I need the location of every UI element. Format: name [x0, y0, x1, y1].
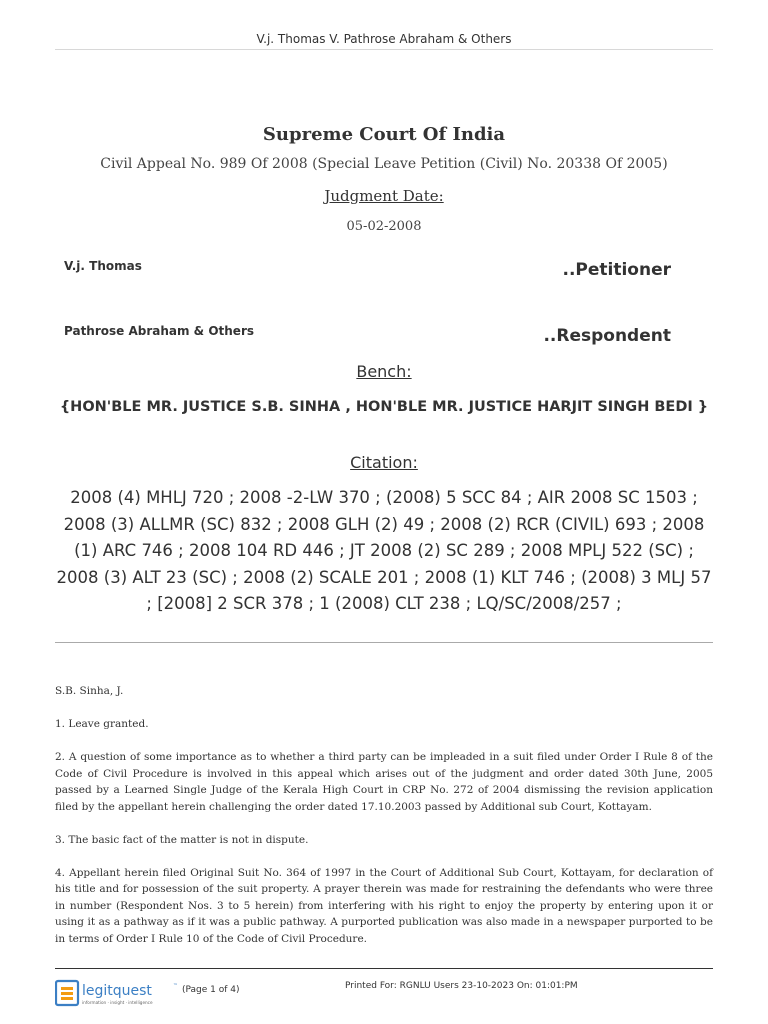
svg-text:™: ™ — [173, 983, 178, 989]
petitioner-name: V.j. Thomas — [64, 259, 142, 273]
case-number: Civil Appeal No. 989 Of 2008 (Special Leave Petition (Civil) No. 20338 Of 2005) — [100, 156, 668, 172]
running-head: V.j. Thomas V. Pathrose Abraham & Others — [256, 32, 512, 46]
judge-author: S.B. Sinha, J. — [55, 685, 124, 697]
header-divider — [55, 49, 713, 50]
petitioner-role: ..Petitioner — [562, 260, 671, 280]
paragraph-2: 2. A question of some importance as to whether a third party can be impleaded in a suit filed under Order I Rule 8 of the Code of Civil Procedure is involved in this appeal which arises out of the judgment and order dated 30th June, 2005 passed by a Learned Single Judge of the Kerala High Court in CRP No. 272 of 2004 dismissing the revision application filed by the appellant herein challenging the order dated 17.10.2003 passed by Additional sub Court, Kottayam. — [55, 751, 713, 813]
logo-wordmark: legitquest — [82, 983, 152, 999]
respondent-name: Pathrose Abraham & Others — [64, 324, 255, 338]
section-divider — [55, 642, 713, 643]
judgment-date: 05-02-2008 — [346, 219, 422, 234]
judgment-body — [55, 683, 713, 964]
paragraph-1: 1. Leave granted. — [55, 718, 149, 730]
paragraph-4: 4. Appellant herein filed Original Suit No. 364 of 1997 in the Court of Additional Sub Court, Kottayam, for declaration of his title and for possession of the suit property. A prayer therein was made for restraining the defendants who were three in number (Respondent Nos. 3 to 5 herein) from interfering with his right to enjoy the property by entering upon it or using it as a pathway as if it was a public pathway. A purported publication was also made in a newspaper purported to be in terms of Order I Rule 10 of the Code of Civil Procedure. — [55, 866, 713, 945]
page-indicator: (Page 1 of 4) — [182, 985, 240, 995]
legitquest-logo — [55, 978, 180, 1008]
court-name: Supreme Court Of India — [262, 124, 506, 145]
paragraph-3: 3. The basic fact of the matter is not in dispute. — [55, 833, 309, 846]
bench-judges: {HON'BLE MR. JUSTICE S.B. SINHA , HON'BLE MR. JUSTICE HARJIT SINGH BEDI } — [59, 399, 709, 415]
logo-tagline: information · insight · intelligence — [82, 1000, 153, 1005]
printed-for: Printed For: RGNLU Users 23-10-2023 On: 01:01:PM — [345, 981, 578, 991]
footer-divider — [55, 968, 713, 969]
judgment-date-label: Judgment Date: — [324, 187, 444, 205]
respondent-role: ..Respondent — [543, 326, 671, 346]
citation-list: 2008 (4) MHLJ 720 ; 2008 -2-LW 370 ; (2008) 5 SCC 84 ; AIR 2008 SC 1503 ; 2008 (3) ALLMR (SC) 832 ; 2008 GLH (2) 49 ; 2008 (2) RCR (CIVIL) 693 ; 2008 (1) ARC 746 ; 2008 104 RD 446 ; JT 2008 (2) SC 289 ; 2008 MPLJ 522 (SC) ; 2008 (3) ALT 23 (SC) ; 2008 (2) SCALE 201 ; 2008 (1) KLT 746 ; (2008) 3 MLJ 57 ; [2008] 2 SCR 378 ; 1 (2008) CLT 238 ; LQ/SC/2008/257 ; — [56, 488, 712, 613]
citation-label: Citation: — [350, 453, 418, 472]
bench-label: Bench: — [356, 362, 412, 381]
